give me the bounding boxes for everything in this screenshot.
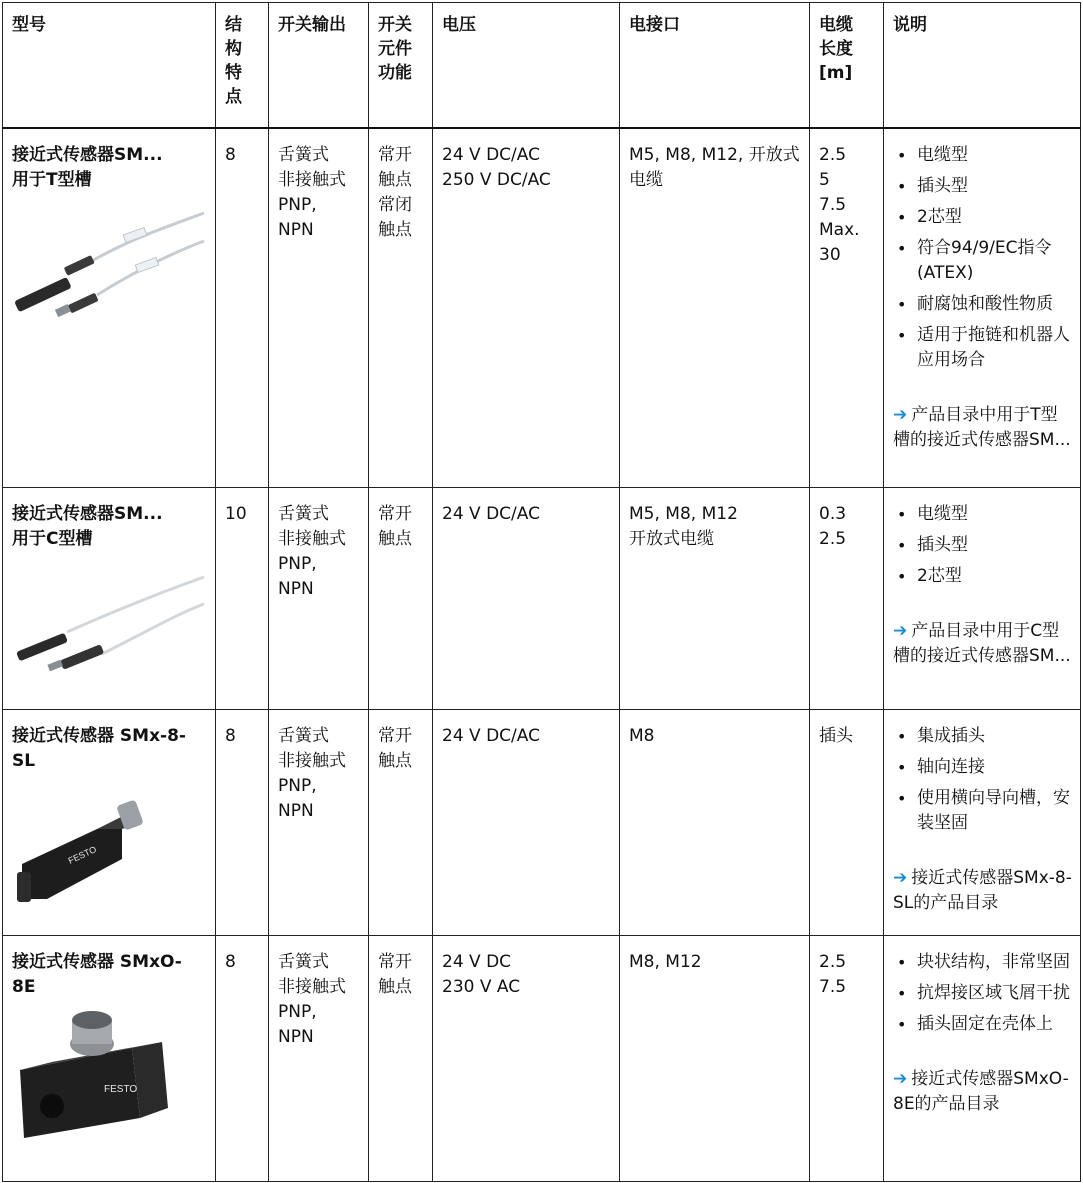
catalog-link[interactable] [893, 1067, 1072, 1117]
switch-output-line: PNP, [278, 554, 317, 574]
feature-item: • 块状结构，非常坚固 [893, 950, 1072, 975]
model-cell [3, 128, 216, 488]
festo-label: FESTO [66, 844, 98, 866]
model-cell [3, 936, 216, 1182]
model-cell [3, 488, 216, 710]
table-row [3, 488, 1081, 710]
slot-sensor-sl-image [12, 784, 207, 909]
model-name: 接近式传感器 SMx-8- SL [12, 726, 186, 771]
arrow-right-icon: ➔ [893, 868, 908, 888]
voltage-line: 250 V DC/AC [442, 169, 551, 190]
switch-function-cell [369, 710, 433, 936]
connection-line: 电缆 [629, 169, 663, 190]
cable-length-line: 5 [819, 169, 830, 190]
switch-output-cell [269, 488, 369, 710]
feature-item: • 2芯型 [893, 205, 1072, 230]
connection-cell [620, 488, 810, 710]
switch-function-line: 触点 [378, 529, 412, 549]
voltage-cell [433, 936, 620, 1182]
cable-length-line: 7.5 [819, 194, 847, 215]
connection-line: 开放式电缆 [629, 529, 714, 549]
connection-line: M8, M12 [629, 952, 702, 972]
model-name: 接近式传感器SM... 用于T型槽 [12, 144, 163, 190]
feature-item: • 集成插头 [893, 724, 1072, 749]
switch-output-cell [269, 710, 369, 936]
voltage-line: 24 V DC [442, 952, 512, 972]
description-cell [884, 936, 1081, 1182]
voltage-cell [433, 710, 620, 936]
feature-item: • 插头型 [893, 533, 1072, 558]
feature-item: • 耐腐蚀和酸性物质 [893, 292, 1072, 317]
cable-length-line: 30 [819, 244, 841, 265]
structure-cell: 8 [216, 936, 269, 1182]
model-name: 接近式传感器SM... 用于C型槽 [12, 504, 163, 549]
header-model: 型号 [3, 3, 216, 128]
festo-label: FESTO [104, 1084, 138, 1095]
switch-output-line: NPN [278, 219, 314, 240]
switch-function-cell [369, 936, 433, 1182]
description-cell [884, 488, 1081, 710]
switch-function-line: 常开 [378, 726, 412, 746]
switch-output-line: 舌簧式 [278, 144, 329, 165]
switch-output-line: 非接触式 [278, 977, 346, 997]
feature-item: • 2芯型 [893, 564, 1072, 589]
feature-item: • 抗焊接区域飞屑干扰 [893, 981, 1072, 1006]
switch-output-line: 舌簧式 [278, 952, 329, 972]
header-cable-length: 电缆 长度 [m] [810, 3, 884, 128]
feature-item: • 电缆型 [893, 502, 1072, 527]
switch-output-line: 非接触式 [278, 169, 346, 190]
catalog-link-text: 产品目录中用于C型槽的接近式传感器SM... [893, 621, 1071, 666]
structure-cell: 8 [216, 710, 269, 936]
header-description: 说明 [884, 3, 1081, 128]
voltage-line: 230 V AC [442, 977, 521, 997]
sensor-table [2, 2, 1081, 1182]
cable-length-line: 插头 [819, 726, 853, 746]
c-slot-sensor-image [12, 562, 207, 672]
catalog-link-text: 接近式传感器SMxO-8E的产品目录 [893, 1069, 1069, 1114]
table-row [3, 936, 1081, 1182]
header-connection: 电接口 [620, 3, 810, 128]
cable-length-line: 0.3 [819, 504, 847, 524]
feature-item: • 适用于拖链和机器人应用场合 [893, 323, 1072, 373]
switch-output-cell [269, 936, 369, 1182]
connection-line: M5, M8, M12 [629, 504, 738, 524]
switch-output-line: PNP, [278, 1002, 317, 1022]
header-switch-output: 开关输出 [269, 3, 369, 128]
connection-line: M5, M8, M12, 开放式 [629, 144, 800, 165]
switch-function-line: 触点 [378, 169, 412, 190]
switch-function-line: 常闭 [378, 194, 412, 215]
feature-item: • 插头型 [893, 174, 1072, 199]
feature-list [893, 724, 1072, 836]
switch-output-line: 非接触式 [278, 751, 346, 771]
switch-output-line: PNP, [278, 194, 317, 215]
feature-list [893, 950, 1072, 1037]
connection-cell [620, 128, 810, 488]
feature-item: • 插头固定在壳体上 [893, 1012, 1072, 1037]
cable-length-line: 2.5 [819, 529, 847, 549]
cable-length-line: 2.5 [819, 952, 847, 972]
arrow-right-icon: ➔ [893, 404, 908, 425]
switch-output-line: PNP, [278, 776, 317, 796]
cable-length-cell [810, 936, 884, 1182]
header-structure: 结 构 特 点 [216, 3, 269, 128]
catalog-link[interactable] [893, 403, 1072, 453]
structure-cell: 10 [216, 488, 269, 710]
switch-function-cell [369, 488, 433, 710]
voltage-line: 24 V DC/AC [442, 504, 540, 524]
table-row [3, 710, 1081, 936]
switch-output-line: NPN [278, 1027, 314, 1047]
model-cell [3, 710, 216, 936]
switch-output-line: 舌簧式 [278, 726, 329, 746]
catalog-link[interactable] [893, 866, 1072, 916]
voltage-cell [433, 488, 620, 710]
feature-item: • 符合94/9/EC指令(ATEX) [893, 236, 1072, 286]
switch-output-line: NPN [278, 579, 314, 599]
switch-output-line: 舌簧式 [278, 504, 329, 524]
cable-length-cell [810, 488, 884, 710]
cable-length-line: 7.5 [819, 977, 847, 997]
feature-list [893, 502, 1072, 589]
switch-function-line: 常开 [378, 952, 412, 972]
catalog-link-text: 接近式传感器SMx-8-SL的产品目录 [893, 868, 1072, 913]
table-row [3, 128, 1081, 488]
model-name: 接近式传感器 SMxO- 8E [12, 952, 182, 997]
cable-length-line: 2.5 [819, 144, 847, 165]
feature-item: • 轴向连接 [893, 755, 1072, 780]
feature-item: • 使用横向导向槽，安装坚固 [893, 786, 1072, 836]
switch-function-line: 常开 [378, 144, 412, 165]
switch-function-line: 触点 [378, 751, 412, 771]
connection-cell [620, 710, 810, 936]
catalog-link-text: 产品目录中用于T型槽的接近式传感器SM... [893, 404, 1071, 450]
header-row [3, 3, 1081, 128]
header-voltage: 电压 [433, 3, 620, 128]
switch-function-line: 触点 [378, 977, 412, 997]
catalog-link[interactable] [893, 619, 1072, 669]
cable-length-cell [810, 710, 884, 936]
feature-item: • 电缆型 [893, 143, 1072, 168]
connection-cell [620, 936, 810, 1182]
cable-length-cell [810, 128, 884, 488]
voltage-line: 24 V DC/AC [442, 726, 540, 746]
switch-output-cell [269, 128, 369, 488]
feature-list [893, 143, 1072, 373]
header-switch-function: 开关 元件 功能 [369, 3, 433, 128]
connection-line: M8 [629, 726, 655, 746]
switch-function-line: 触点 [378, 219, 412, 240]
description-cell [884, 710, 1081, 936]
switch-function-cell [369, 128, 433, 488]
cable-length-line: Max. [819, 219, 860, 240]
block-sensor-image [12, 1010, 207, 1140]
arrow-right-icon: ➔ [893, 621, 908, 641]
switch-output-line: 非接触式 [278, 529, 346, 549]
switch-function-line: 常开 [378, 504, 412, 524]
structure-cell: 8 [216, 128, 269, 488]
t-slot-sensor-image [12, 203, 207, 323]
switch-output-line: NPN [278, 801, 314, 821]
description-cell [884, 128, 1081, 488]
voltage-line: 24 V DC/AC [442, 144, 540, 165]
arrow-right-icon: ➔ [893, 1069, 908, 1089]
voltage-cell [433, 128, 620, 488]
